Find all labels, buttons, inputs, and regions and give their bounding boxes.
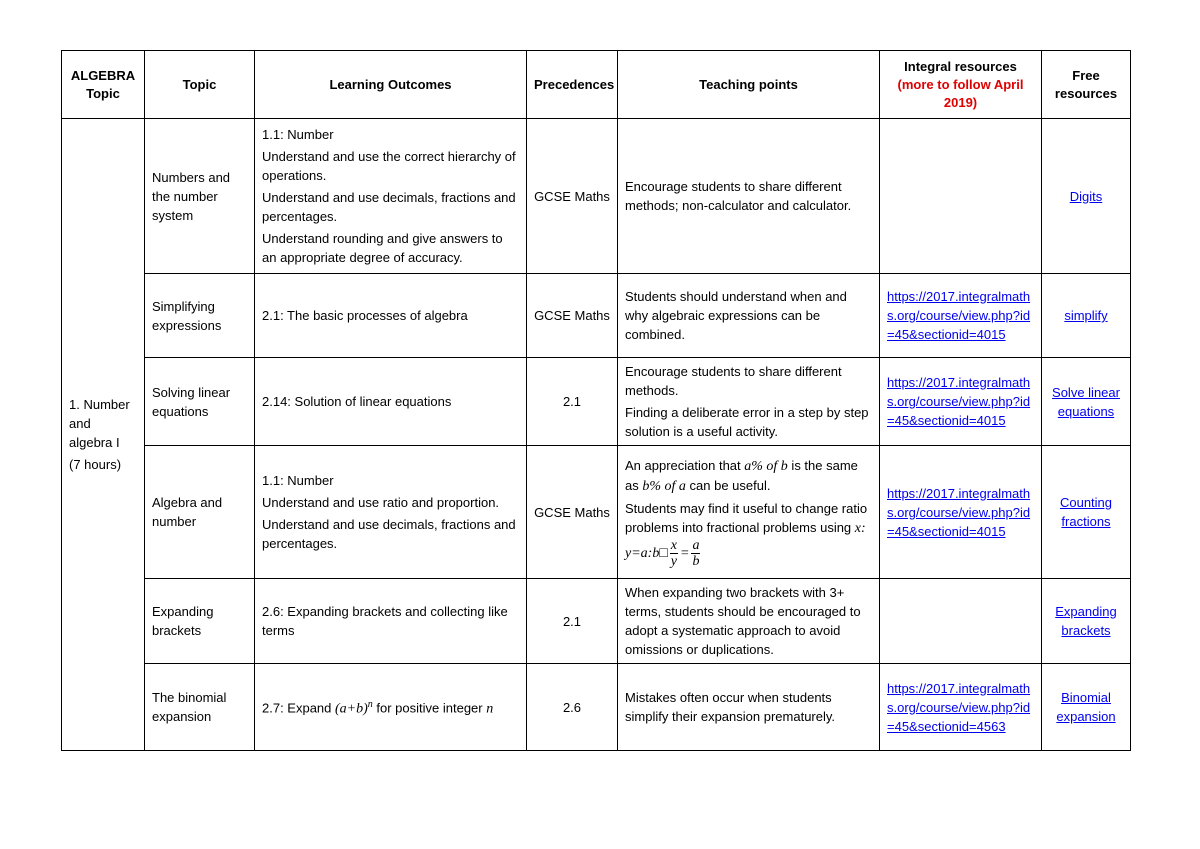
teaching-line <box>625 456 872 496</box>
math-expression: (a+b) <box>335 701 368 717</box>
math-superscript: n <box>367 699 373 711</box>
fraction-numerator: x <box>670 537 677 553</box>
teaching-cell <box>618 579 880 664</box>
outcomes-cell <box>255 446 527 579</box>
header-precedences: Precedences <box>527 51 618 119</box>
free-resource-link[interactable]: Counting fractions <box>1059 495 1113 529</box>
outcome-line: 2.14: Solution of linear equations <box>262 394 452 409</box>
header-integral-resources <box>880 51 1042 119</box>
precedence-cell: GCSE Maths <box>527 119 618 274</box>
scheme-of-work-table <box>61 50 1131 751</box>
outcomes-cell <box>255 119 527 274</box>
unit-name: 1. Number and algebra I <box>69 397 130 450</box>
free-resource-link[interactable]: Solve linear equations <box>1052 384 1120 419</box>
topic-cell: Algebra and number <box>145 446 255 579</box>
free-resource-cell <box>1042 579 1131 664</box>
precedence-cell: 2.1 <box>527 579 618 664</box>
integral-cell <box>880 579 1042 664</box>
outcome-line: 2.1: The basic processes of algebra <box>262 308 468 323</box>
topic-cell: Simplifying expressions <box>145 274 255 358</box>
table-row <box>62 119 1131 274</box>
table-row <box>62 274 1131 358</box>
integral-cell <box>880 274 1042 358</box>
outcome-line: Understand rounding and give answers to an appropriate degree of accuracy. <box>262 231 503 265</box>
outcomes-cell <box>255 664 527 751</box>
outcome-line: Understand and use decimals, fractions and percentages. <box>262 190 516 224</box>
teaching-line: Encourage students to share different methods. <box>625 364 842 398</box>
outcome-line: Understand and use ratio and proportion. <box>262 495 500 510</box>
math-expression: n <box>486 701 494 717</box>
fraction-denominator: b <box>692 553 700 569</box>
outcome-line: 2.6: Expanding brackets and collecting like terms <box>262 604 508 638</box>
integral-resource-link[interactable]: https://2017.integralmaths.org/course/view.php?id=45&sectionid=4015 <box>887 289 1031 342</box>
integral-resource-link[interactable]: https://2017.integralmaths.org/course/view.php?id=45&sectionid=4015 <box>887 375 1031 428</box>
math-expression: x: y=a:b□ <box>625 520 866 561</box>
topic-cell: Numbers and the number system <box>145 119 255 274</box>
precedence-cell: 2.6 <box>527 664 618 751</box>
teaching-text: is the same as <box>625 457 858 493</box>
free-resource-link[interactable]: Digits <box>1069 188 1103 204</box>
precedence-cell: GCSE Maths <box>527 446 618 579</box>
teaching-text: Students may find it useful to change ratio problems into fractional problems using <box>625 500 868 535</box>
teaching-line <box>625 499 872 569</box>
teaching-text: can be useful. <box>685 477 771 493</box>
table-row <box>62 446 1131 579</box>
outcome-line: 1.1: Number <box>262 127 334 142</box>
teaching-cell <box>618 119 880 274</box>
free-resource-cell <box>1042 274 1131 358</box>
precedence-cell: 2.1 <box>527 358 618 446</box>
outcomes-cell <box>255 579 527 664</box>
free-resource-link[interactable]: Expanding brackets <box>1055 604 1117 638</box>
outcome-text: 2.7: Expand <box>262 700 335 716</box>
outcome-text: for positive integer <box>372 700 487 716</box>
equals-sign: = <box>680 545 690 561</box>
header-teaching-points: Teaching points <box>618 51 880 119</box>
free-resource-cell <box>1042 446 1131 579</box>
outcomes-cell <box>255 274 527 358</box>
integral-cell <box>880 119 1042 274</box>
teaching-cell <box>618 446 880 579</box>
teaching-line: Students should understand when and why algebraic expressions can be combined. <box>625 289 847 342</box>
header-unit: ALGEBRA Topic <box>62 51 145 119</box>
teaching-text: An appreciation that <box>625 457 745 473</box>
header-row <box>62 51 1131 119</box>
math-expression: a% of b <box>744 458 788 474</box>
table-row <box>62 358 1131 446</box>
outcomes-cell <box>255 358 527 446</box>
header-learning-outcomes: Learning Outcomes <box>255 51 527 119</box>
free-resource-cell <box>1042 664 1131 751</box>
teaching-cell <box>618 358 880 446</box>
precedence-cell: GCSE Maths <box>527 274 618 358</box>
teaching-line: Finding a deliberate error in a step by step solution is a useful activity. <box>625 405 869 439</box>
teaching-cell <box>618 664 880 751</box>
free-resource-cell <box>1042 358 1131 446</box>
topic-cell: Solving linear equations <box>145 358 255 446</box>
teaching-cell <box>618 274 880 358</box>
header-topic: Topic <box>145 51 255 119</box>
unit-hours: (7 hours) <box>69 457 122 472</box>
unit-cell <box>62 119 145 751</box>
fraction-x-over-y <box>670 538 678 569</box>
fraction-denominator: y <box>670 553 677 569</box>
integral-cell <box>880 664 1042 751</box>
header-free-resources: Free resources <box>1042 51 1131 119</box>
integral-cell <box>880 358 1042 446</box>
teaching-line: When expanding two brackets with 3+ terms, students should be encouraged to adopt a systematic approach to avoid omissions or duplications. <box>625 585 861 657</box>
integral-resource-link[interactable]: https://2017.integralmaths.org/course/view.php?id=45&sectionid=4015 <box>887 485 1031 539</box>
free-resource-link[interactable]: simplify <box>1064 308 1108 323</box>
outcome-line: Understand and use the correct hierarchy of operations. <box>262 149 516 183</box>
topic-cell: The binomial expansion <box>145 664 255 751</box>
integral-title: Integral resources <box>904 58 1017 74</box>
table-row <box>62 664 1131 751</box>
teaching-line: Mistakes often occur when students simplify their expansion prematurely. <box>625 690 836 724</box>
outcome-line: 1.1: Number <box>262 473 334 488</box>
topic-cell: Expanding brackets <box>145 579 255 664</box>
math-expression: b% of a <box>642 478 686 494</box>
free-resource-cell <box>1042 119 1131 274</box>
outcome-line: Understand and use decimals, fractions and percentages. <box>262 517 516 551</box>
integral-cell <box>880 446 1042 579</box>
fraction-numerator: a <box>692 537 700 553</box>
outcome-line <box>262 695 519 718</box>
free-resource-link[interactable]: Binomial expansion <box>1056 690 1116 724</box>
table-row <box>62 579 1131 664</box>
integral-resource-link[interactable]: https://2017.integralmaths.org/course/view.php?id=45&sectionid=4563 <box>887 680 1031 734</box>
fraction-a-over-b <box>691 538 700 569</box>
integral-note: (more to follow April 2019) <box>897 76 1024 110</box>
teaching-line: Encourage students to share different methods; non-calculator and calculator. <box>625 179 852 213</box>
